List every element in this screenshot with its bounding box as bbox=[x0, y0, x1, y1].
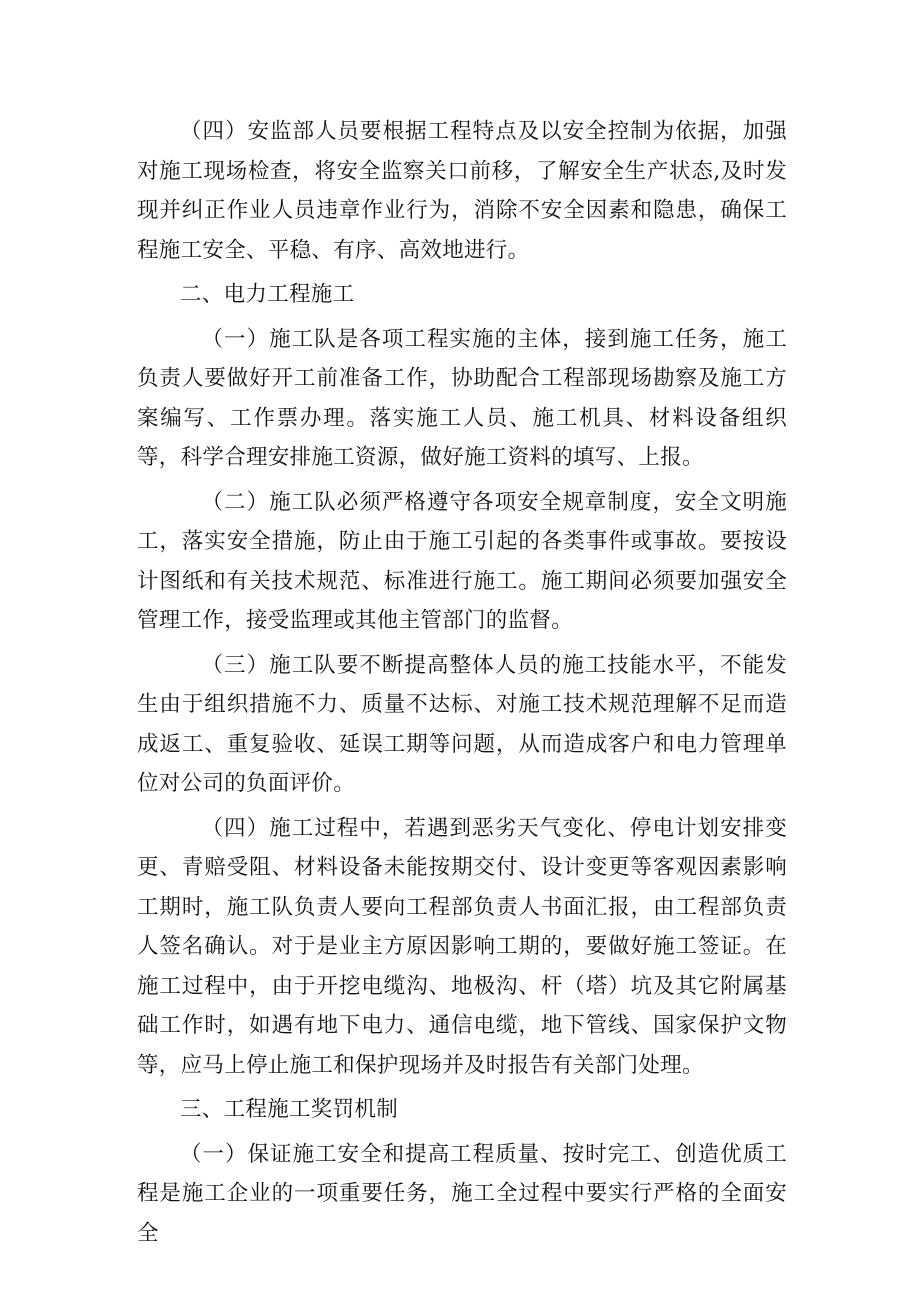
document-body bbox=[137, 112, 787, 1253]
paragraph-safety-inspection-4: （四）安监部人员要根据工程特点及以安全控制为依据，加强对施工现场检查，将安全监察关口前移，了解安全生产状态,及时发现并纠正作业人员违章作业行为，消除不安全因素和隐患，确保工程施工安全、平稳、有序、高效地进行。 bbox=[137, 119, 787, 263]
paragraph-construction-2: （二）施工队必须严格遵守各项安全规章制度，安全文明施工，落实安全措施，防止由于施工引起的各类事件或事故。要按设计图纸和有关技术规范、标准进行施工。施工期间必须要加强安全管理工作，接受监理或其他主管部门的监督。 bbox=[137, 489, 787, 633]
paragraph-construction-3: （三）施工队要不断提高整体人员的施工技能水平，不能发生由于组织措施不力、质量不达标、对施工技术规范理解不足而造成返工、重复验收、延误工期等问题，从而造成客户和电力管理单位对公司的负面评价。 bbox=[137, 652, 787, 796]
section-heading-power-construction: 二、电力工程施工 bbox=[180, 282, 355, 307]
paragraph-reward-1: （一）保证施工安全和提高工程质量、按时完工、创造优质工程是施工企业的一项重要任务，施工全过程中要实行严格的全面安全 bbox=[137, 1141, 787, 1246]
section-heading-reward-penalty: 三、工程施工奖罚机制 bbox=[180, 1097, 399, 1122]
paragraph-construction-4: （四）施工过程中，若遇到恶劣天气变化、停电计划安排变更、青赔受阻、材料设备未能按期交付、设计变更等客观因素影响工期时，施工队负责人要向工程部负责人书面汇报，由工程部负责人签名确认。对于是业主方原因影响工期的，要做好施工签证。在施工过程中，由于开挖电缆沟、地极沟、杆（塔）坑及其它附属基础工作时，如遇有地下电力、通信电缆，地下管线、国家保护文物等，应马上停止施工和保护现场并及时报告有关部门处理。 bbox=[137, 815, 787, 1078]
paragraph-construction-1: （一）施工队是各项工程实施的主体，接到施工任务，施工负责人要做好开工前准备工作，协助配合工程部现场勘察及施工方案编写、工作票办理。落实施工人员、施工机具、材料设备组织等，科学合理安排施工资源，做好施工资料的填写、上报。 bbox=[137, 326, 787, 470]
